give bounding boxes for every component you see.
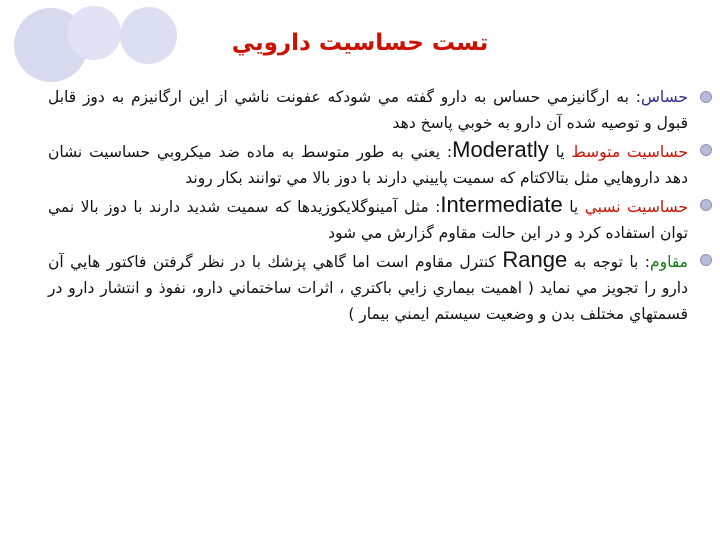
- term-label: حساسيت متوسط: [571, 143, 688, 161]
- item-text: : مثل آمينوگلايكوزيدها كه سميت شديد دارند با دوز بالا نمي توان استفاده كرد و در اين حالت مقاوم گزارش مي شود: [48, 198, 688, 242]
- item-text-before: : با توجه به: [573, 253, 651, 271]
- bullet-item-resistant: [48, 247, 690, 327]
- bullet-list: [48, 84, 690, 328]
- latin-term: Range: [502, 247, 568, 272]
- item-text: : يعني به طور متوسط به ماده ضد ميكروبي حساسيت نشان دهد داروهايي مثل بتالاكتام كه سميت پاييني دارند با دوز بالا مي توانند بكار روند: [48, 143, 688, 187]
- bullet-icon: [700, 254, 712, 266]
- item-text: كنترل مقاوم است اما گاهي پزشك با در نظر گرفتن فاكتور هايي آن دارو را تجويز مي نمايد ( اهميت بيماري زايي باكتري ، اثرات ساختماني دارو، نفوذ و انتشار دارو در قسمتهاي مختلف بدن و وضعيت سيستم ايمني بيمار ): [48, 253, 688, 323]
- bullet-icon: [700, 91, 712, 103]
- slide-title: تست حساسيت دارويي: [231, 30, 489, 56]
- latin-term: Moderatly: [452, 137, 549, 162]
- term-label: حساسيت نسبي: [584, 198, 688, 216]
- term-label: حساس: [640, 88, 688, 106]
- connector-word: يا: [555, 143, 565, 161]
- latin-term: Intermediate: [440, 192, 563, 217]
- bullet-item-intermediate: [48, 192, 690, 246]
- bullet-icon: [700, 199, 712, 211]
- bullet-item-moderate: [48, 137, 690, 191]
- connector-word: يا: [569, 198, 579, 216]
- item-text: : به ارگانيزمي حساس به دارو گفته مي شودكه عفونت ناشي از اين ارگانيزم به دوز قابل قبول و توصيه شده آن دارو به خوبي پاسخ دهد: [48, 88, 688, 132]
- bullet-item-sensitive: [48, 84, 690, 136]
- term-label: مقاوم: [650, 253, 688, 271]
- bullet-icon: [700, 144, 712, 156]
